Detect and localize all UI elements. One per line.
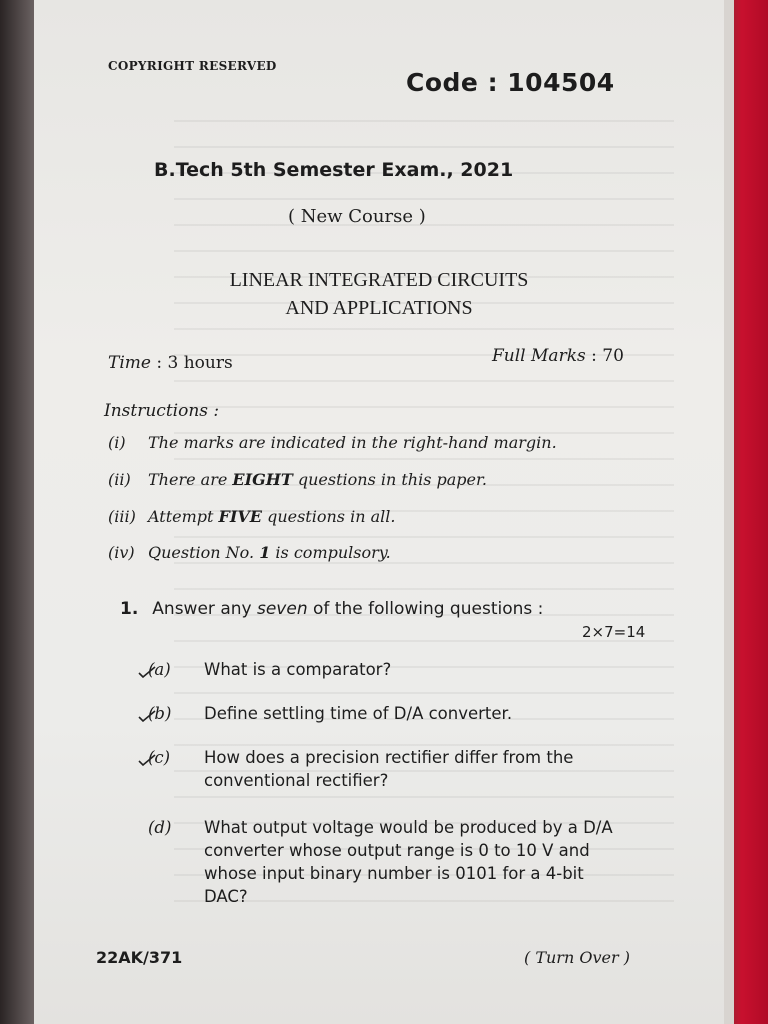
- subject-title: [164, 266, 594, 322]
- question-1-marks: 2×7=14: [582, 623, 646, 641]
- course-label: ( New Course ): [288, 206, 426, 227]
- instruction-item: (iii) Attempt FIVE questions in all.: [108, 507, 396, 526]
- marks-label: Full Marks: [492, 346, 586, 366]
- background-left-edge: [0, 0, 34, 1024]
- check-mark-icon: [138, 710, 156, 722]
- question-item: (b) Define settling time of D/A converter.: [148, 702, 616, 725]
- subject-line-1: LINEAR INTEGRATED CIRCUITS: [229, 269, 529, 291]
- footer-paper-code: 22AK/371: [96, 948, 183, 967]
- copyright-notice: COPYRIGHT RESERVED: [108, 59, 277, 73]
- subject-line-2: AND APPLICATIONS: [285, 297, 473, 319]
- full-marks-info: [492, 346, 624, 366]
- instructions-heading: Instructions :: [104, 401, 220, 421]
- check-mark-icon: [138, 754, 156, 766]
- marks-value: : 70: [591, 346, 624, 366]
- time-value: : 3 hours: [156, 353, 233, 373]
- question-item: (c) How does a precision rectifier differ from the conventional rectifier?: [148, 746, 616, 792]
- exam-title: B.Tech 5th Semester Exam., 2021: [154, 159, 514, 181]
- turn-over-note: ( Turn Over ): [524, 948, 630, 967]
- time-info: [108, 353, 233, 373]
- instruction-item: (i) The marks are indicated in the right-hand margin.: [108, 433, 557, 452]
- instruction-item: (iv) Question No. 1 is compulsory.: [108, 543, 391, 562]
- check-mark-icon: [138, 666, 156, 678]
- question-item: (d) What output voltage would be produced by a D/A converter whose output range is 0 to 10 V and whose input binary number is 0101 for a 4-bit DAC?: [148, 818, 613, 906]
- question-1-stem: 1. Answer any seven of the following questions :: [120, 599, 544, 619]
- paper-code: Code : 104504: [406, 68, 615, 97]
- time-label: Time: [108, 353, 151, 373]
- instruction-item: (ii) There are EIGHT questions in this paper.: [108, 470, 487, 489]
- question-item: (a) What is a comparator?: [148, 658, 616, 681]
- exam-paper: [34, 0, 724, 1024]
- background-right-edge: [724, 0, 768, 1024]
